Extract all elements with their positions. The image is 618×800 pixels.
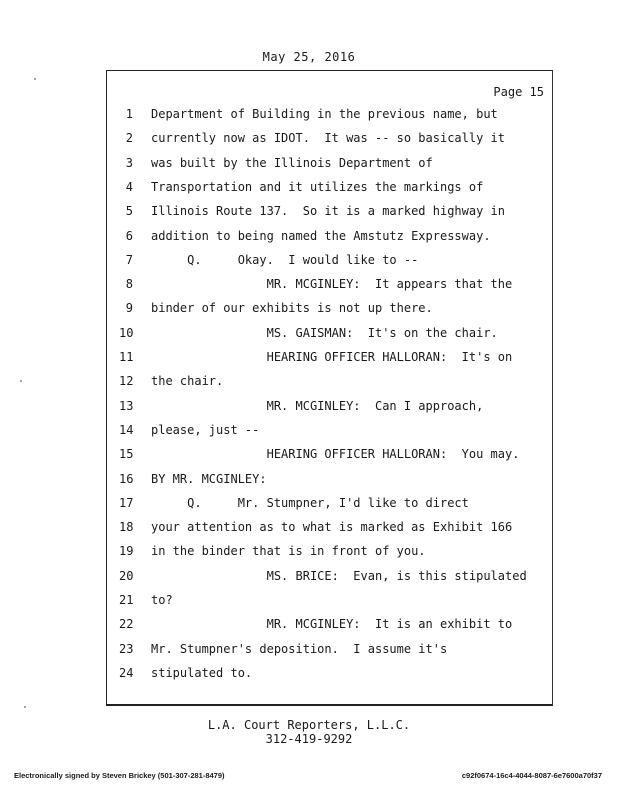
line-number: 19 xyxy=(119,544,134,559)
line-text: HEARING OFFICER HALLORAN: You may. xyxy=(151,447,520,462)
line-number: 4 xyxy=(125,179,133,194)
line-number: 16 xyxy=(119,471,134,486)
transcript-line xyxy=(107,131,547,151)
line-text: addition to being named the Amstutz Expressway. xyxy=(151,228,491,243)
line-text: Q. Mr. Stumpner, I'd like to direct xyxy=(151,495,469,510)
line-text: MR. MCGINLEY: It appears that the xyxy=(151,277,513,292)
transcript-date: May 25, 2016 xyxy=(262,50,356,64)
line-number: 12 xyxy=(119,374,134,389)
line-number: 7 xyxy=(125,252,133,267)
transcript-line xyxy=(107,593,547,613)
line-text: MR. MCGINLEY: Can I approach, xyxy=(151,398,484,413)
line-number: 15 xyxy=(119,447,134,462)
line-text: Mr. Stumpner's deposition. I assume it's xyxy=(151,641,448,656)
line-text: in the binder that is in front of you. xyxy=(151,544,426,559)
line-number: 24 xyxy=(119,665,134,680)
line-text: stipulated to. xyxy=(151,665,253,680)
transcript-line xyxy=(107,301,547,321)
line-number: 3 xyxy=(125,155,133,170)
transcript-line xyxy=(107,642,547,662)
transcript-line xyxy=(107,374,547,394)
transcript-line xyxy=(107,447,547,467)
line-text: Department of Building in the previous name, but xyxy=(151,107,498,121)
line-number: 6 xyxy=(125,228,133,243)
page-number: Page 15 xyxy=(493,85,544,99)
line-number: 2 xyxy=(125,131,133,146)
court-reporter-name: L.A. Court Reporters, L.L.C. xyxy=(207,718,411,732)
document-hash: c92f0674-16c4-4044-8087-6e7600a70f37 xyxy=(461,771,602,780)
line-text: HEARING OFFICER HALLORAN: It's on xyxy=(151,350,513,364)
transcript-line xyxy=(107,666,547,686)
line-text: MS. BRICE: Evan, is this stipulated xyxy=(151,568,527,583)
transcript-line xyxy=(107,520,547,540)
line-number: 8 xyxy=(125,277,133,292)
line-text: please, just -- xyxy=(151,422,260,437)
line-number: 9 xyxy=(125,301,133,316)
line-text: Transportation and it utilizes the markings of xyxy=(151,179,484,194)
line-number: 22 xyxy=(119,617,134,632)
transcript-line xyxy=(107,617,547,637)
line-text: BY MR. MCGINLEY: xyxy=(151,471,267,486)
line-text: the chair. xyxy=(151,374,224,389)
line-number: 13 xyxy=(119,398,134,413)
line-number: 17 xyxy=(119,495,134,510)
electronic-signature-line: Electronically signed by Steven Brickey (501-307-281-8479) xyxy=(14,771,225,780)
line-number: 11 xyxy=(119,350,134,364)
line-number: 14 xyxy=(119,422,134,437)
transcript-line xyxy=(107,326,547,346)
transcript-page-frame xyxy=(106,70,553,706)
transcript-line xyxy=(107,350,547,370)
scan-speck xyxy=(24,706,26,708)
line-text: binder of our exhibits is not up there. xyxy=(151,301,433,316)
scan-speck xyxy=(20,380,22,382)
transcript-line xyxy=(107,204,547,224)
line-text: to? xyxy=(151,593,173,607)
court-reporter-phone: 312-419-9292 xyxy=(265,732,353,746)
transcript-line xyxy=(107,496,547,516)
line-text: currently now as IDOT. It was -- so basically it xyxy=(151,131,506,146)
line-text: MS. GAISMAN: It's on the chair. xyxy=(151,325,498,340)
court-reporter-footer xyxy=(0,718,618,746)
line-text: Q. Okay. I would like to -- xyxy=(151,252,419,267)
line-number: 20 xyxy=(119,568,134,583)
line-text: Illinois Route 137. So it is a marked highway in xyxy=(151,204,506,219)
transcript-line xyxy=(107,423,547,443)
line-text: your attention as to what is marked as Exhibit 166 xyxy=(151,520,513,535)
line-number: 23 xyxy=(119,641,134,656)
line-text: MR. MCGINLEY: It is an exhibit to xyxy=(151,617,513,632)
transcript-line xyxy=(107,277,547,297)
transcript-line xyxy=(107,107,547,127)
scan-speck xyxy=(34,78,36,80)
line-number: 5 xyxy=(125,204,133,219)
line-number: 18 xyxy=(119,520,134,535)
line-number: 10 xyxy=(119,325,134,340)
transcript-line xyxy=(107,544,547,564)
transcript-line xyxy=(107,180,547,200)
line-number: 21 xyxy=(119,593,134,607)
transcript-line xyxy=(107,229,547,249)
transcript-line xyxy=(107,156,547,176)
transcript-line xyxy=(107,472,547,492)
line-text: was built by the Illinois Department of xyxy=(151,155,433,170)
line-number: 1 xyxy=(125,107,133,121)
transcript-line xyxy=(107,253,547,273)
transcript-line xyxy=(107,399,547,419)
transcript-line xyxy=(107,569,547,589)
